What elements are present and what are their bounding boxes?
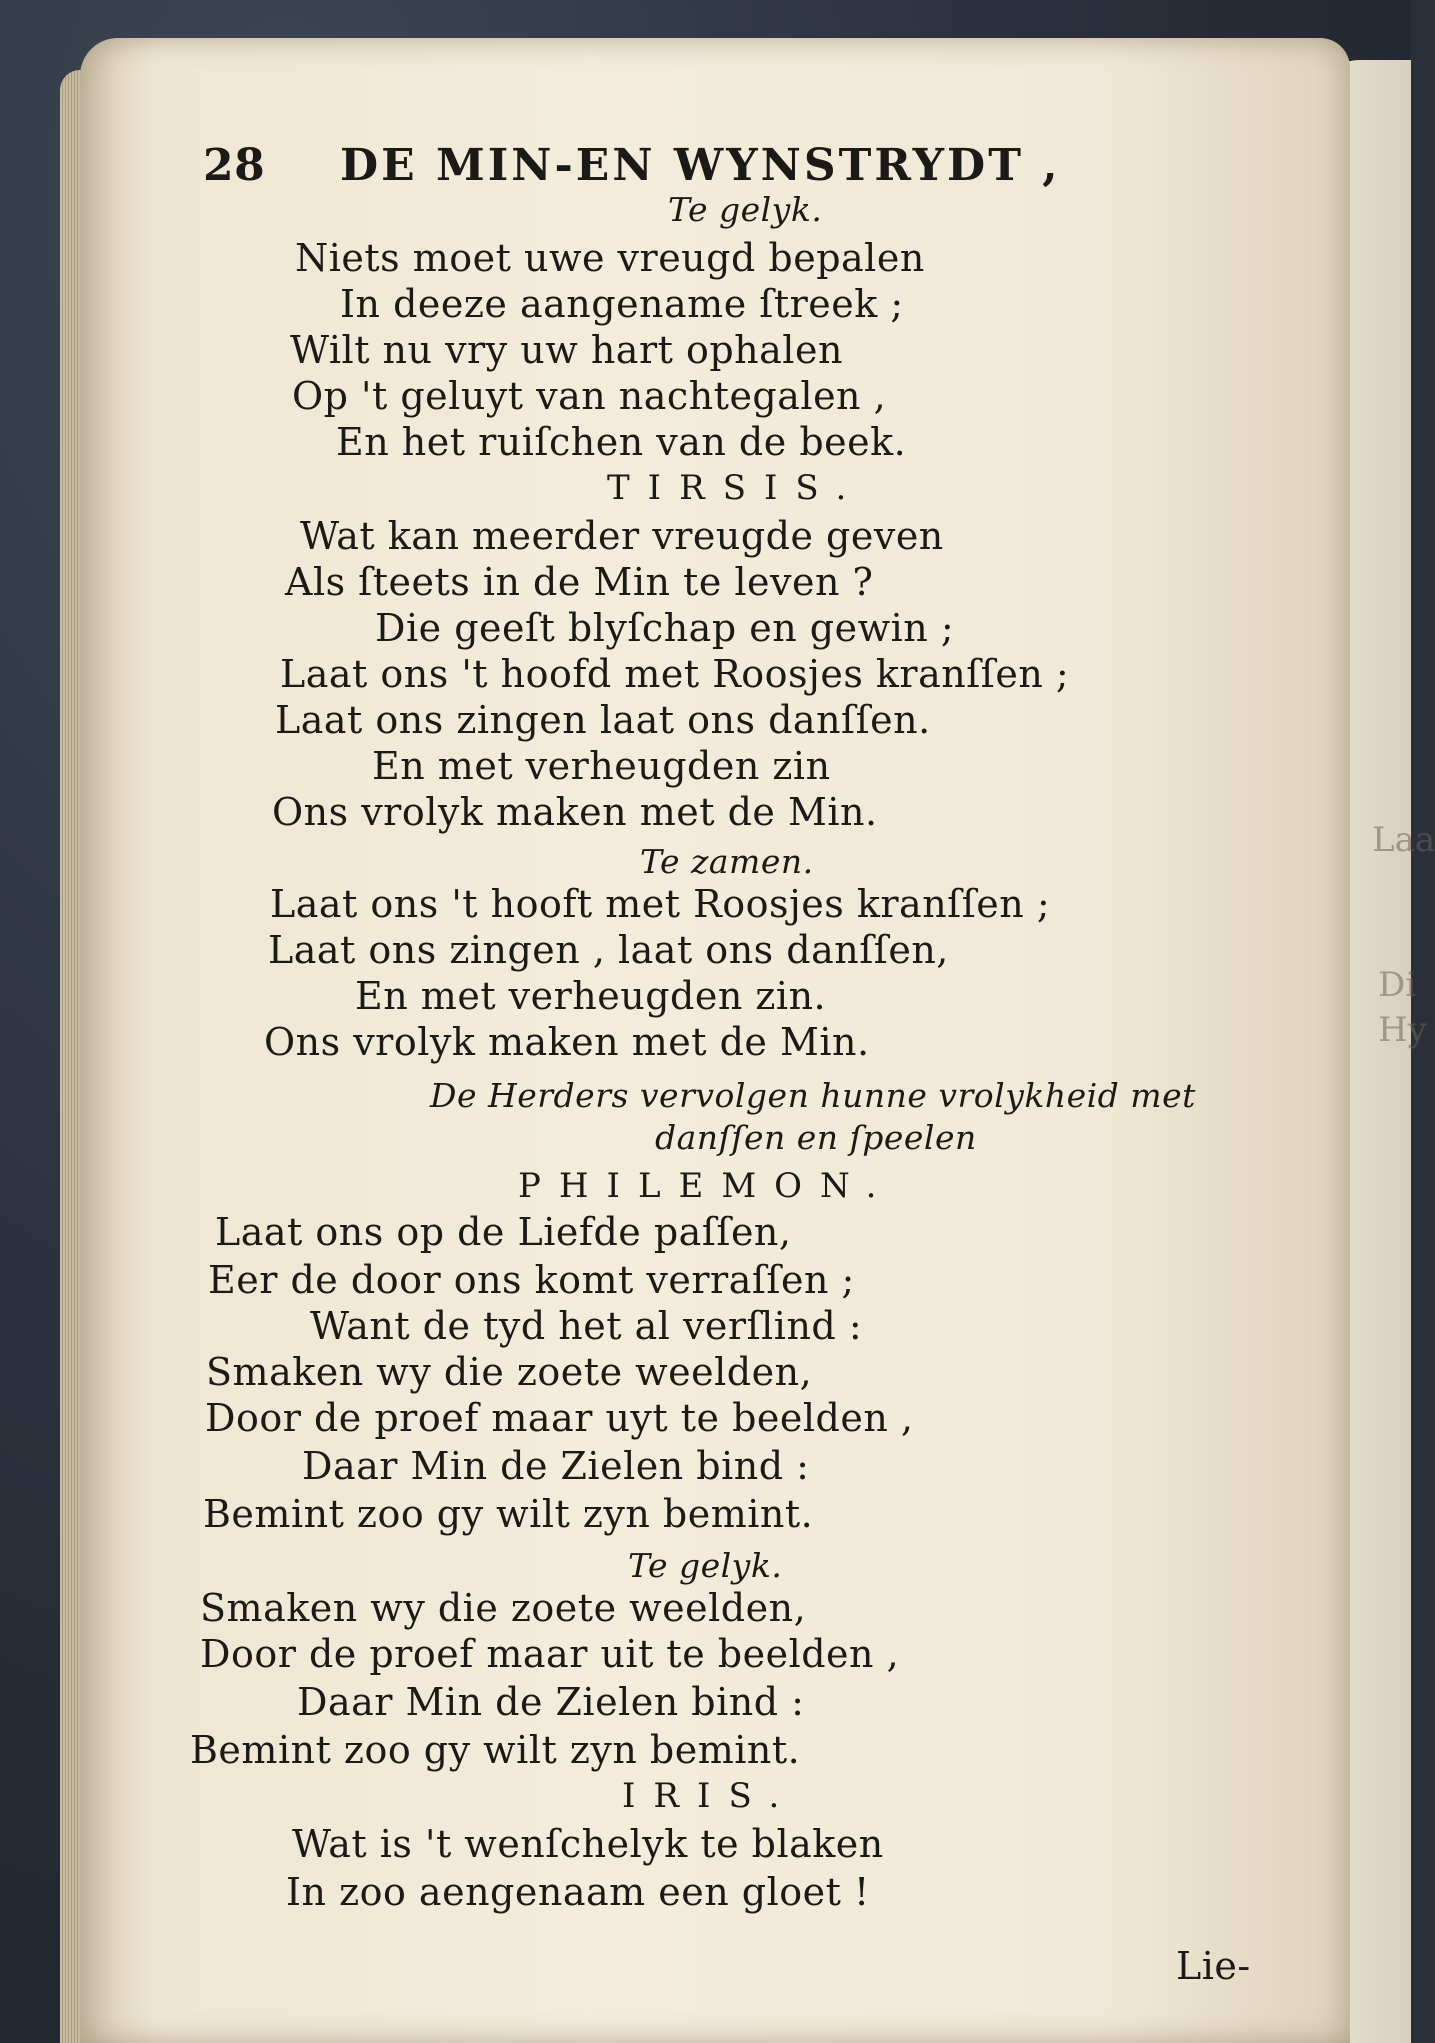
speaker-direction: Te gelyk. <box>668 190 823 229</box>
verse-line: Door de proef maar uit te beelden , <box>200 1632 900 1676</box>
verse-line: En met verheugden zin. <box>355 974 827 1018</box>
verse-line: Ons vrolyk maken met de Min. <box>264 1020 870 1064</box>
verse-line: En met verheugden zin <box>372 744 831 788</box>
verse-line: Daar Min de Zielen bind : <box>302 1444 810 1488</box>
verse-line: In zoo aengenaam een gloet ! <box>286 1870 870 1914</box>
speaker-direction: Te zamen. <box>640 842 814 881</box>
verse-line: Daar Min de Zielen bind : <box>297 1680 805 1724</box>
verse-line: Wat kan meerder vreugde geven <box>300 514 944 558</box>
verse-line: Laat ons 't hoofd met Roosjes kranſſen ; <box>280 652 1070 696</box>
verse-line: Laat ons zingen laat ons danſſen. <box>275 698 931 742</box>
verse-line: Ons vrolyk maken met de Min. <box>272 790 878 834</box>
speaker-name: TIRSIS. <box>607 468 865 508</box>
verse-line: Smaken wy die zoete weelden, <box>206 1350 813 1394</box>
verse-line: In deeze aangename ſtreek ; <box>340 282 904 326</box>
verse-line: Wat is 't wenſchelyk te blaken <box>292 1822 884 1866</box>
stage-direction: danſſen en ſpeelen <box>655 1118 977 1157</box>
verse-line: Die geeſt blyſchap en gewin ; <box>375 606 955 650</box>
verse-line: Wilt nu vry uw hart ophalen <box>290 328 843 372</box>
verse-line: Door de proef maar uyt te beelden , <box>205 1396 914 1440</box>
speaker-name: PHILEMON. <box>518 1166 895 1206</box>
catchword: Lie- <box>1176 1944 1251 1988</box>
facing-page-fragment: Di <box>1378 965 1417 1005</box>
page-number: 28 <box>203 140 266 191</box>
facing-page-fragment: Laa <box>1372 820 1435 860</box>
verse-line: Smaken wy die zoete weelden, <box>200 1586 807 1630</box>
verse-line: Want de tyd het al verſlind : <box>310 1304 863 1348</box>
verse-line: Bemint zoo gy wilt zyn bemint. <box>190 1728 801 1772</box>
verse-line: Laat ons zingen , laat ons danſſen, <box>268 928 949 972</box>
verse-line: Niets moet uwe vreugd bepalen <box>295 236 925 280</box>
verse-line: Bemint zoo gy wilt zyn bemint. <box>203 1492 814 1536</box>
verse-line: Als ſteets in de Min te leven ? <box>285 560 874 604</box>
stage-direction: De Herders vervolgen hunne vrolykheid met <box>430 1076 1196 1115</box>
running-title: DE MIN-EN WYNSTRYDT , <box>340 140 1061 191</box>
facing-page-fragment: Hy <box>1378 1010 1427 1050</box>
verse-line: Laat ons 't hooft met Roosjes kranſſen ; <box>270 882 1051 926</box>
verse-line: Eer de door ons komt verraſſen ; <box>208 1258 855 1302</box>
verse-line: Laat ons op de Liefde paſſen, <box>215 1210 792 1254</box>
speaker-name: IRIS. <box>622 1776 798 1816</box>
verse-line: En het ruiſchen van de beek. <box>336 420 907 464</box>
verse-line: Op 't geluyt van nachtegalen , <box>292 374 887 418</box>
speaker-direction: Te gelyk. <box>628 1546 783 1585</box>
